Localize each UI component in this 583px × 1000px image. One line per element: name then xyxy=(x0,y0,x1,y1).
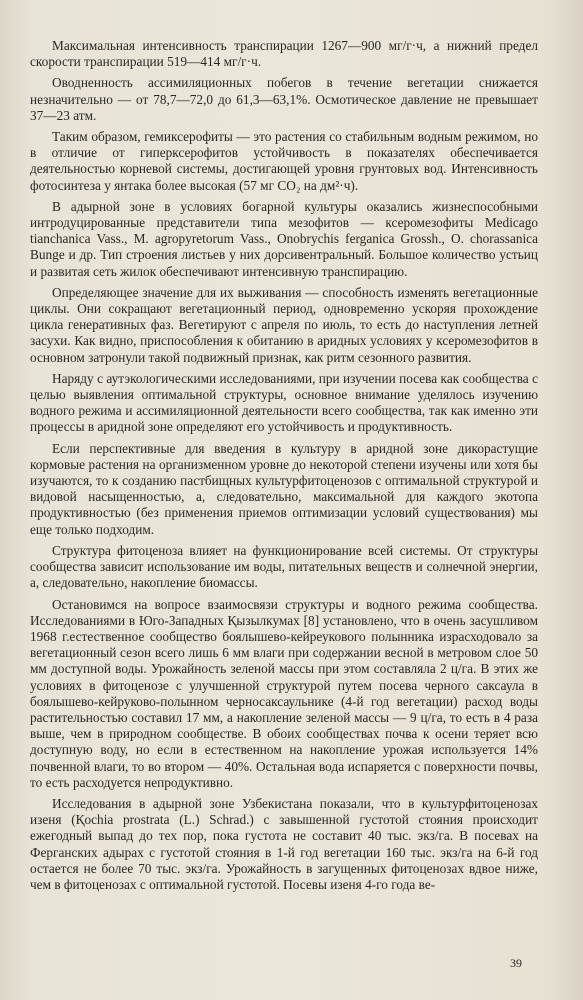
paragraph-5: Определяющее значение для их выживания — способность изменять вегетационные циклы. Они сокращают вегетационный период, одновременно ускоряя прохождение цикла генеративных фаз. Вегетируют с апреля по июль, то есть до наступления летней засухи. Как видно, приспособления к обитанию в аридных условиях у ксеромезофитов в основном затронули такой подвижный признак, как ритм сезонного развития. xyxy=(30,284,538,365)
paragraph-9: Остановимся на вопросе взаимосвязи структуры и водного режима сообщества. Исследованиями в Юго-Западных Қызылкумах [8] установлено, что в очень засушливом 1968 г.естественное сообщество боялышево-кейреукового полынника израсходовало за вегетационный сезон всего лишь 6 мм влаги при содержании весной в метровом слое 50 мм доступной воды. Урожайность зеленой массы при этом составляла 2 ц/га. В этих же условиях в фитоценозе с улучшенной структурой путем посева черного саксаула в боялышево-кейруково-полынном черносаксаульнике (4-й год вегетации) расход воды растительностью составил 17 мм, а накопление зеленой массы — 9 ц/га, то есть в 4 раза выше, чем в природном сообществе. В обоих сообществах почва к осени теряет всю доступную воду, но если в естественном на накопление урожая используется 14% почвенной влаги, то во втором — 40%. Остальная вода испаряется с поверхности почвы, то есть расходуется непродуктивно. xyxy=(30,596,538,790)
paragraph-10: Исследования в адырной зоне Узбекистана показали, что в культурфитоценозах изеня (Қochia prostrata (L.) Schrad.) с завышенной густотой стояния происходит ежегодный выпад до тех пор, пока густота не составит 40 тыс. экз/га. В посевах на Ферганских адырах с густотой стояния в 1-й год вегетации 160 тыс. экз/га на 6-й год остается не более 70 тыс. экз/га. Урожайность в загущенных фитоценозах вдвое ниже, чем в фитоценозах с оптимальной густотой. Посевы изеня 4-го года ве- xyxy=(30,795,538,892)
page-number: 39 xyxy=(510,956,522,970)
paragraph-7: Если перспективные для введения в культуру в аридной зоне дикорастущие кормовые растения на организменном уровне до некоторой степени изучены или хотя бы изучаются, то к созданию пастбищных культурфитоценозов с оптимальной структурой и видовой насыщенностью, а, следовательно, максимальной для каждого экотопа продуктивностью (без применения приемов оптимизации условий существования) мы еще только подходим. xyxy=(30,440,538,537)
paragraph-4: В адырной зоне в условиях богарной культуры оказались жизнеспособными интродуцированные представители типа мезофитов — ксеромезофиты Medicago tianchanica Vass., M. agropyretorum Vass., Onobrychis ferganica Grossh., O. chorassanica Bunge и др. Тип строения листьев у них дорсивентральный. Большое количество устьиц и развитая сеть жилок обеспечивают интенсивную транспирацию. xyxy=(30,198,538,279)
paragraph-3: Таким образом, гемиксерофиты — это растения со стабильным водным режимом, но в отличие от гиперксерофитов устойчивость в показателях обеспечивается деятельностью корневой системы, достигающей уровня грунтовых вод. Интенсивность фотосинтеза у янтака более высокая (57 мг CO₂ на дм²·ч). xyxy=(30,129,538,193)
paragraph-2: Оводненность ассимиляционных побегов в течение вегетации снижается незначительно — от 78,7—72,0 до 61,3—63,1%. Осмотическое давление не превышает 37—23 атм. xyxy=(30,75,538,123)
page-text xyxy=(30,38,538,898)
paragraph-1: Максимальная интенсивность транспирации 1267—900 мг/г·ч, а нижний предел скорости транспирации 519—414 мг/г·ч. xyxy=(30,38,538,70)
paragraph-6: Наряду с аутэкологическими исследованиями, при изучении посева как сообщества с целью выявления оптимальной структуры, основное внимание уделялось изучению водного режима и ассимиляционной деятельности всего сообщества, так как именно эти процессы в аридной зоне определяют его устойчивость и продуктивность. xyxy=(30,370,538,435)
paragraph-8: Структура фитоценоза влияет на функционирование всей системы. От структуры сообщества зависит использование им воды, питательных веществ и солнечной энергии, а, следовательно, накопление биомассы. xyxy=(30,542,538,591)
